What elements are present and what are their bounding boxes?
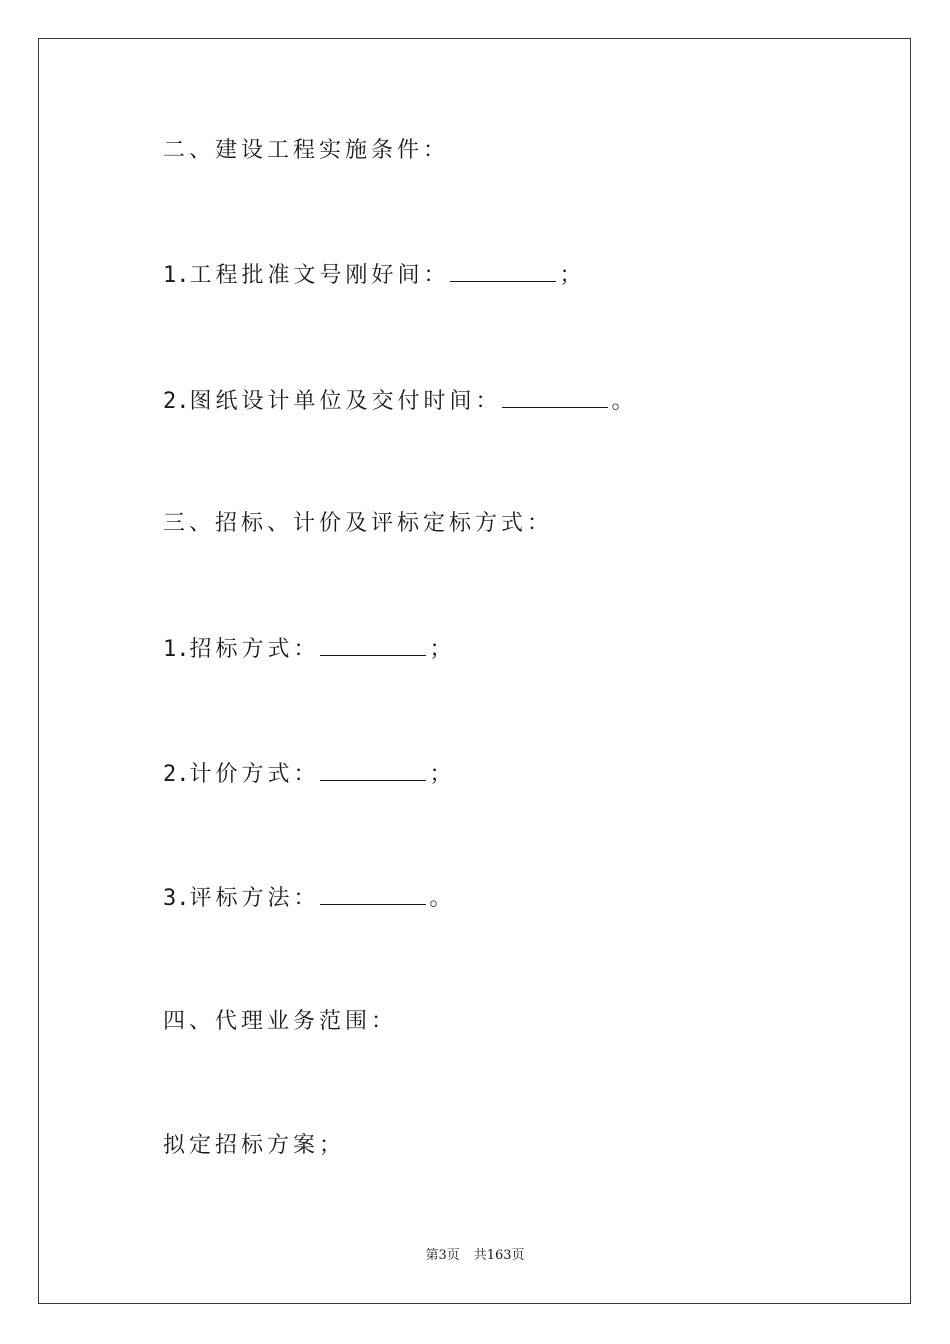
line-suffix: ； <box>429 637 456 662</box>
line-text: 图纸设计单位及交付时间： <box>189 389 502 414</box>
section-heading-implementation-conditions <box>163 140 449 162</box>
section-heading-bidding-method <box>163 513 553 535</box>
item-evaluation-method <box>163 886 456 910</box>
item-pricing-method <box>163 762 456 786</box>
fill-in-blank <box>320 762 426 781</box>
line-text: 四、代理业务范围： <box>163 1009 398 1034</box>
item-number: 1. <box>163 263 190 288</box>
page-total: 共163页 <box>473 1248 525 1263</box>
fill-in-blank <box>320 886 426 905</box>
item-number: 2. <box>163 762 190 787</box>
line-text: 计价方式： <box>189 762 320 787</box>
item-number: 3. <box>163 886 190 911</box>
item-draft-bidding-plan <box>163 1135 345 1157</box>
line-text: 拟定招标方案； <box>163 1133 346 1158</box>
line-suffix: 。 <box>429 886 456 911</box>
item-bidding-method <box>163 637 456 661</box>
item-approval-number <box>163 263 586 287</box>
item-drawing-design-unit <box>163 389 638 413</box>
item-number: 2. <box>163 389 190 414</box>
line-text: 二、建设工程实施条件： <box>163 138 450 163</box>
page-footer <box>0 1249 950 1262</box>
line-suffix: 。 <box>611 389 638 414</box>
line-suffix: ； <box>429 762 456 787</box>
fill-in-blank <box>502 389 608 408</box>
fill-in-blank <box>320 637 426 656</box>
line-suffix: ； <box>559 263 586 288</box>
section-heading-agency-scope <box>163 1011 397 1033</box>
item-number: 1. <box>163 637 190 662</box>
page-number: 第3页 <box>425 1248 460 1263</box>
page-border <box>38 38 911 1304</box>
line-text: 工程批准文号刚好间： <box>189 263 450 288</box>
line-text: 评标方法： <box>189 886 320 911</box>
line-text: 招标方式： <box>189 637 320 662</box>
fill-in-blank <box>450 263 556 282</box>
line-text: 三、招标、计价及评标定标方式： <box>163 511 554 536</box>
